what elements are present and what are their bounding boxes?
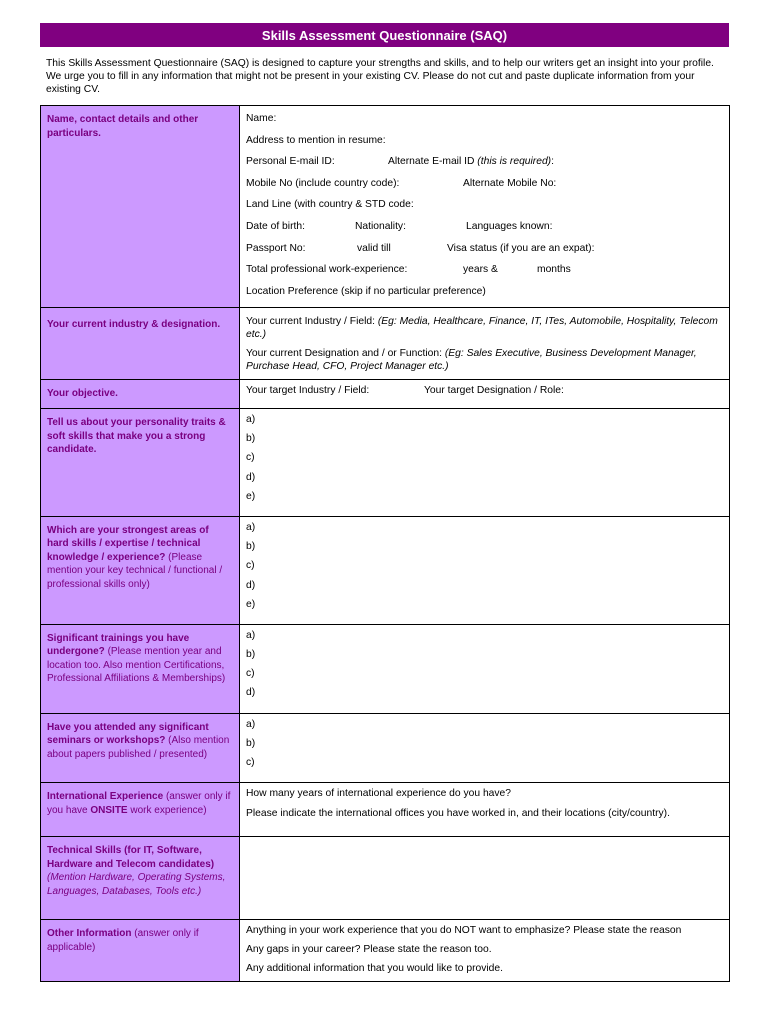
label-personality: Tell us about your personality traits & soft skills that make you a strong candidate.	[41, 409, 240, 517]
label-seminars	[41, 713, 240, 783]
hard-skills-item-c: c)	[246, 560, 255, 572]
other-emphasize-question: Anything in your work experience that you do NOT want to emphasize? Please state the reason	[246, 925, 682, 937]
form-title-bar	[40, 23, 729, 47]
field-hard-skills[interactable]	[240, 516, 730, 624]
field-seminars[interactable]	[240, 713, 730, 783]
current-industry-label: Your current Industry / Field:	[246, 316, 375, 327]
trainings-item-b: b)	[246, 649, 256, 661]
alt-email-label: Alternate E-mail ID	[388, 156, 475, 168]
label-objective: Your objective.	[41, 380, 240, 409]
valid-till-label: valid till	[357, 242, 391, 254]
row-trainings	[41, 624, 730, 713]
row-other	[41, 920, 730, 982]
name-line: Name:	[246, 113, 277, 124]
international-offices-question: Please indicate the international offices you have worked in, and their locations (city/country).	[246, 808, 670, 820]
field-technical[interactable]	[240, 837, 730, 920]
current-industry-line	[246, 315, 723, 341]
field-trainings[interactable]	[240, 624, 730, 713]
trainings-item-c: c)	[246, 668, 255, 680]
international-onsite: ONSITE	[90, 804, 128, 816]
field-international[interactable]	[240, 783, 730, 837]
hard-skills-item-b: b)	[246, 541, 256, 553]
personality-item-e: e)	[246, 490, 256, 502]
passport-label: Passport No:	[246, 242, 306, 254]
years-label: years &	[463, 264, 498, 276]
target-role-label: Your target Designation / Role:	[424, 385, 564, 396]
personality-item-d: d)	[246, 471, 256, 483]
label-technical	[41, 837, 240, 920]
hard-skills-item-e: e)	[246, 598, 256, 610]
international-question: International Experience	[47, 791, 164, 803]
hard-skills-item-a: a)	[246, 521, 256, 533]
dob-label: Date of birth:	[246, 220, 305, 232]
label-contact: Name, contact details and other particulars.	[41, 106, 240, 308]
current-designation-example: (Eg: Sales Executive, Business Development Manager, Purchase Head, CFO, Project Manager etc.)	[246, 348, 697, 372]
alt-mobile-label: Alternate Mobile No:	[463, 177, 557, 189]
months-label: months	[537, 264, 571, 276]
row-contact	[41, 106, 730, 308]
international-note-2: work experience)	[130, 804, 207, 816]
field-industry[interactable]	[240, 308, 730, 380]
target-line	[246, 385, 723, 396]
field-objective[interactable]	[240, 380, 730, 409]
technical-note: (Mention Hardware, Operating Systems, Languages, Databases, Tools etc.)	[47, 872, 226, 897]
international-note-1: (answer only if you have	[47, 791, 231, 816]
row-hard-skills	[41, 516, 730, 624]
field-other[interactable]	[240, 920, 730, 982]
trainings-question: Significant trainings you have undergone?	[47, 632, 190, 658]
target-field-label: Your target Industry / Field:	[246, 385, 370, 396]
label-trainings	[41, 624, 240, 713]
seminars-question: Have you attended any significant seminars or workshops?	[47, 721, 209, 747]
experience-line	[246, 264, 723, 286]
email-label: Personal E-mail ID:	[246, 156, 335, 168]
intro-paragraph: This Skills Assessment Questionnaire (SAQ) is designed to capture your strengths and skills, and to help our writers get an insight into your profile. We urge you to fill in any information that might not be present in your existing CV. Please do not cut and paste duplicate information from your existing CV.	[46, 58, 714, 95]
other-question: Other Information	[47, 928, 132, 940]
seminars-item-a: a)	[246, 718, 256, 730]
personality-item-a: a)	[246, 414, 256, 425]
current-industry-example: (Eg: Media, Healthcare, Finance, IT, ITes, Automobile, Hospitality, Telecom etc.)	[246, 316, 718, 340]
alt-email-colon: :	[551, 156, 554, 168]
international-years-question: How many years of international experience do you have?	[246, 788, 512, 800]
label-industry: Your current industry & designation.	[41, 308, 240, 380]
hard-skills-question: Which are your strongest areas of hard skills / expertise / technical knowledge / experience?	[47, 524, 209, 563]
location-line: Location Preference (skip if no particular preference)	[246, 285, 486, 297]
trainings-note: (Please mention year and location too. Also mention Certifications, Professional Affiliations & Memberships)	[47, 646, 226, 685]
row-international	[41, 783, 730, 837]
other-note: (answer only if applicable)	[47, 928, 199, 953]
address-line: Address to mention in resume:	[246, 134, 386, 146]
visa-label: Visa status (if you are an expat):	[447, 242, 595, 254]
label-other	[41, 920, 240, 982]
personality-item-b: b)	[246, 433, 256, 445]
passport-line	[246, 243, 723, 265]
label-international	[41, 783, 240, 837]
alt-email-note: (this is required)	[477, 156, 552, 168]
current-designation-line	[246, 347, 723, 373]
mobile-line	[246, 178, 723, 200]
other-additional-question: Any additional information that you would like to provide.	[246, 963, 503, 975]
technical-question: Technical Skills (for IT, Software, Hardware and Telecom candidates)	[47, 845, 215, 870]
current-designation-label: Your current Designation and / or Function:	[246, 348, 442, 359]
row-personality	[41, 409, 730, 517]
row-objective	[41, 380, 730, 409]
row-technical	[41, 837, 730, 920]
landline-line: Land Line (with country & STD code:	[246, 199, 414, 211]
hard-skills-note: (Please mention your key technical / functional / professional skills only)	[47, 551, 223, 590]
row-seminars	[41, 713, 730, 783]
row-industry	[41, 308, 730, 380]
seminars-item-c: c)	[246, 757, 255, 768]
mobile-label: Mobile No (include country code):	[246, 177, 400, 189]
field-personality[interactable]	[240, 409, 730, 517]
dob-line	[246, 221, 723, 243]
field-contact[interactable]	[240, 106, 730, 308]
experience-label: Total professional work-experience:	[246, 264, 408, 276]
hard-skills-item-d: d)	[246, 579, 256, 591]
form-title: Skills Assessment Questionnaire (SAQ)	[261, 27, 508, 43]
trainings-item-d: d)	[246, 687, 256, 699]
languages-label: Languages known:	[466, 220, 553, 232]
trainings-item-a: a)	[246, 629, 256, 641]
questionnaire-table	[40, 105, 730, 982]
seminars-item-b: b)	[246, 737, 256, 749]
nationality-label: Nationality:	[355, 220, 406, 232]
label-hard-skills	[41, 516, 240, 624]
personality-item-c: c)	[246, 452, 255, 464]
seminars-note: (Also mention about papers published / presented)	[47, 735, 230, 760]
other-gaps-question: Any gaps in your career? Please state the reason too.	[246, 944, 492, 956]
email-line	[246, 156, 723, 178]
